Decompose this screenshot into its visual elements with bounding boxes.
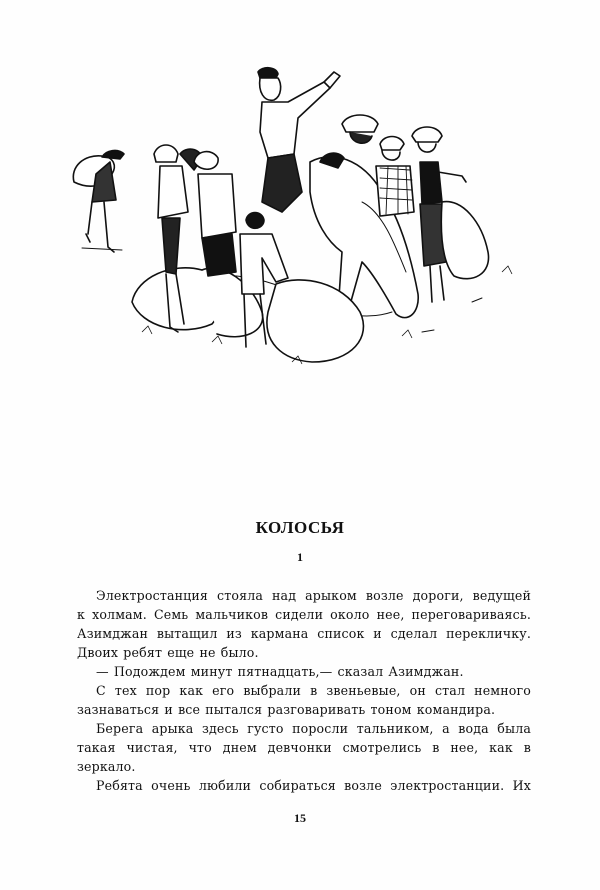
text-line: к холмам. Семь мальчиков сидели около нее, переговариваясь.: [77, 607, 531, 622]
text-line: Азимджан вытащил из кармана список и сделал перекличку.: [77, 626, 531, 641]
text-line: Ребята очень любили собираться возле электростанции. Их: [96, 778, 531, 793]
page-number: 15: [294, 811, 306, 825]
text-line: зеркало.: [77, 759, 136, 774]
chapter-illustration: [62, 62, 540, 377]
section-number: 1: [297, 550, 303, 564]
chapter-title: КОЛОСЬЯ: [255, 518, 345, 537]
text-line: такая чистая, что днем девчонки смотрелись в нее, как в: [77, 740, 531, 755]
text-line: — Подождем минут пятнадцать,— сказал Азимджан.: [96, 664, 464, 679]
text-line: Электростанция стояла над арыком возле дороги, ведущей: [96, 588, 531, 603]
text-line: зазнаваться и все пытался разговаривать тоном командира.: [77, 702, 496, 717]
body-text: [77, 586, 531, 795]
text-line: Берега арыка здесь густо поросли тальником, а вода была: [96, 721, 531, 736]
text-line: Двоих ребят еще не было.: [77, 645, 259, 660]
text-line: С тех пор как его выбрали в звеньевые, он стал немного: [96, 683, 531, 698]
illustration-drawing: [62, 62, 540, 377]
